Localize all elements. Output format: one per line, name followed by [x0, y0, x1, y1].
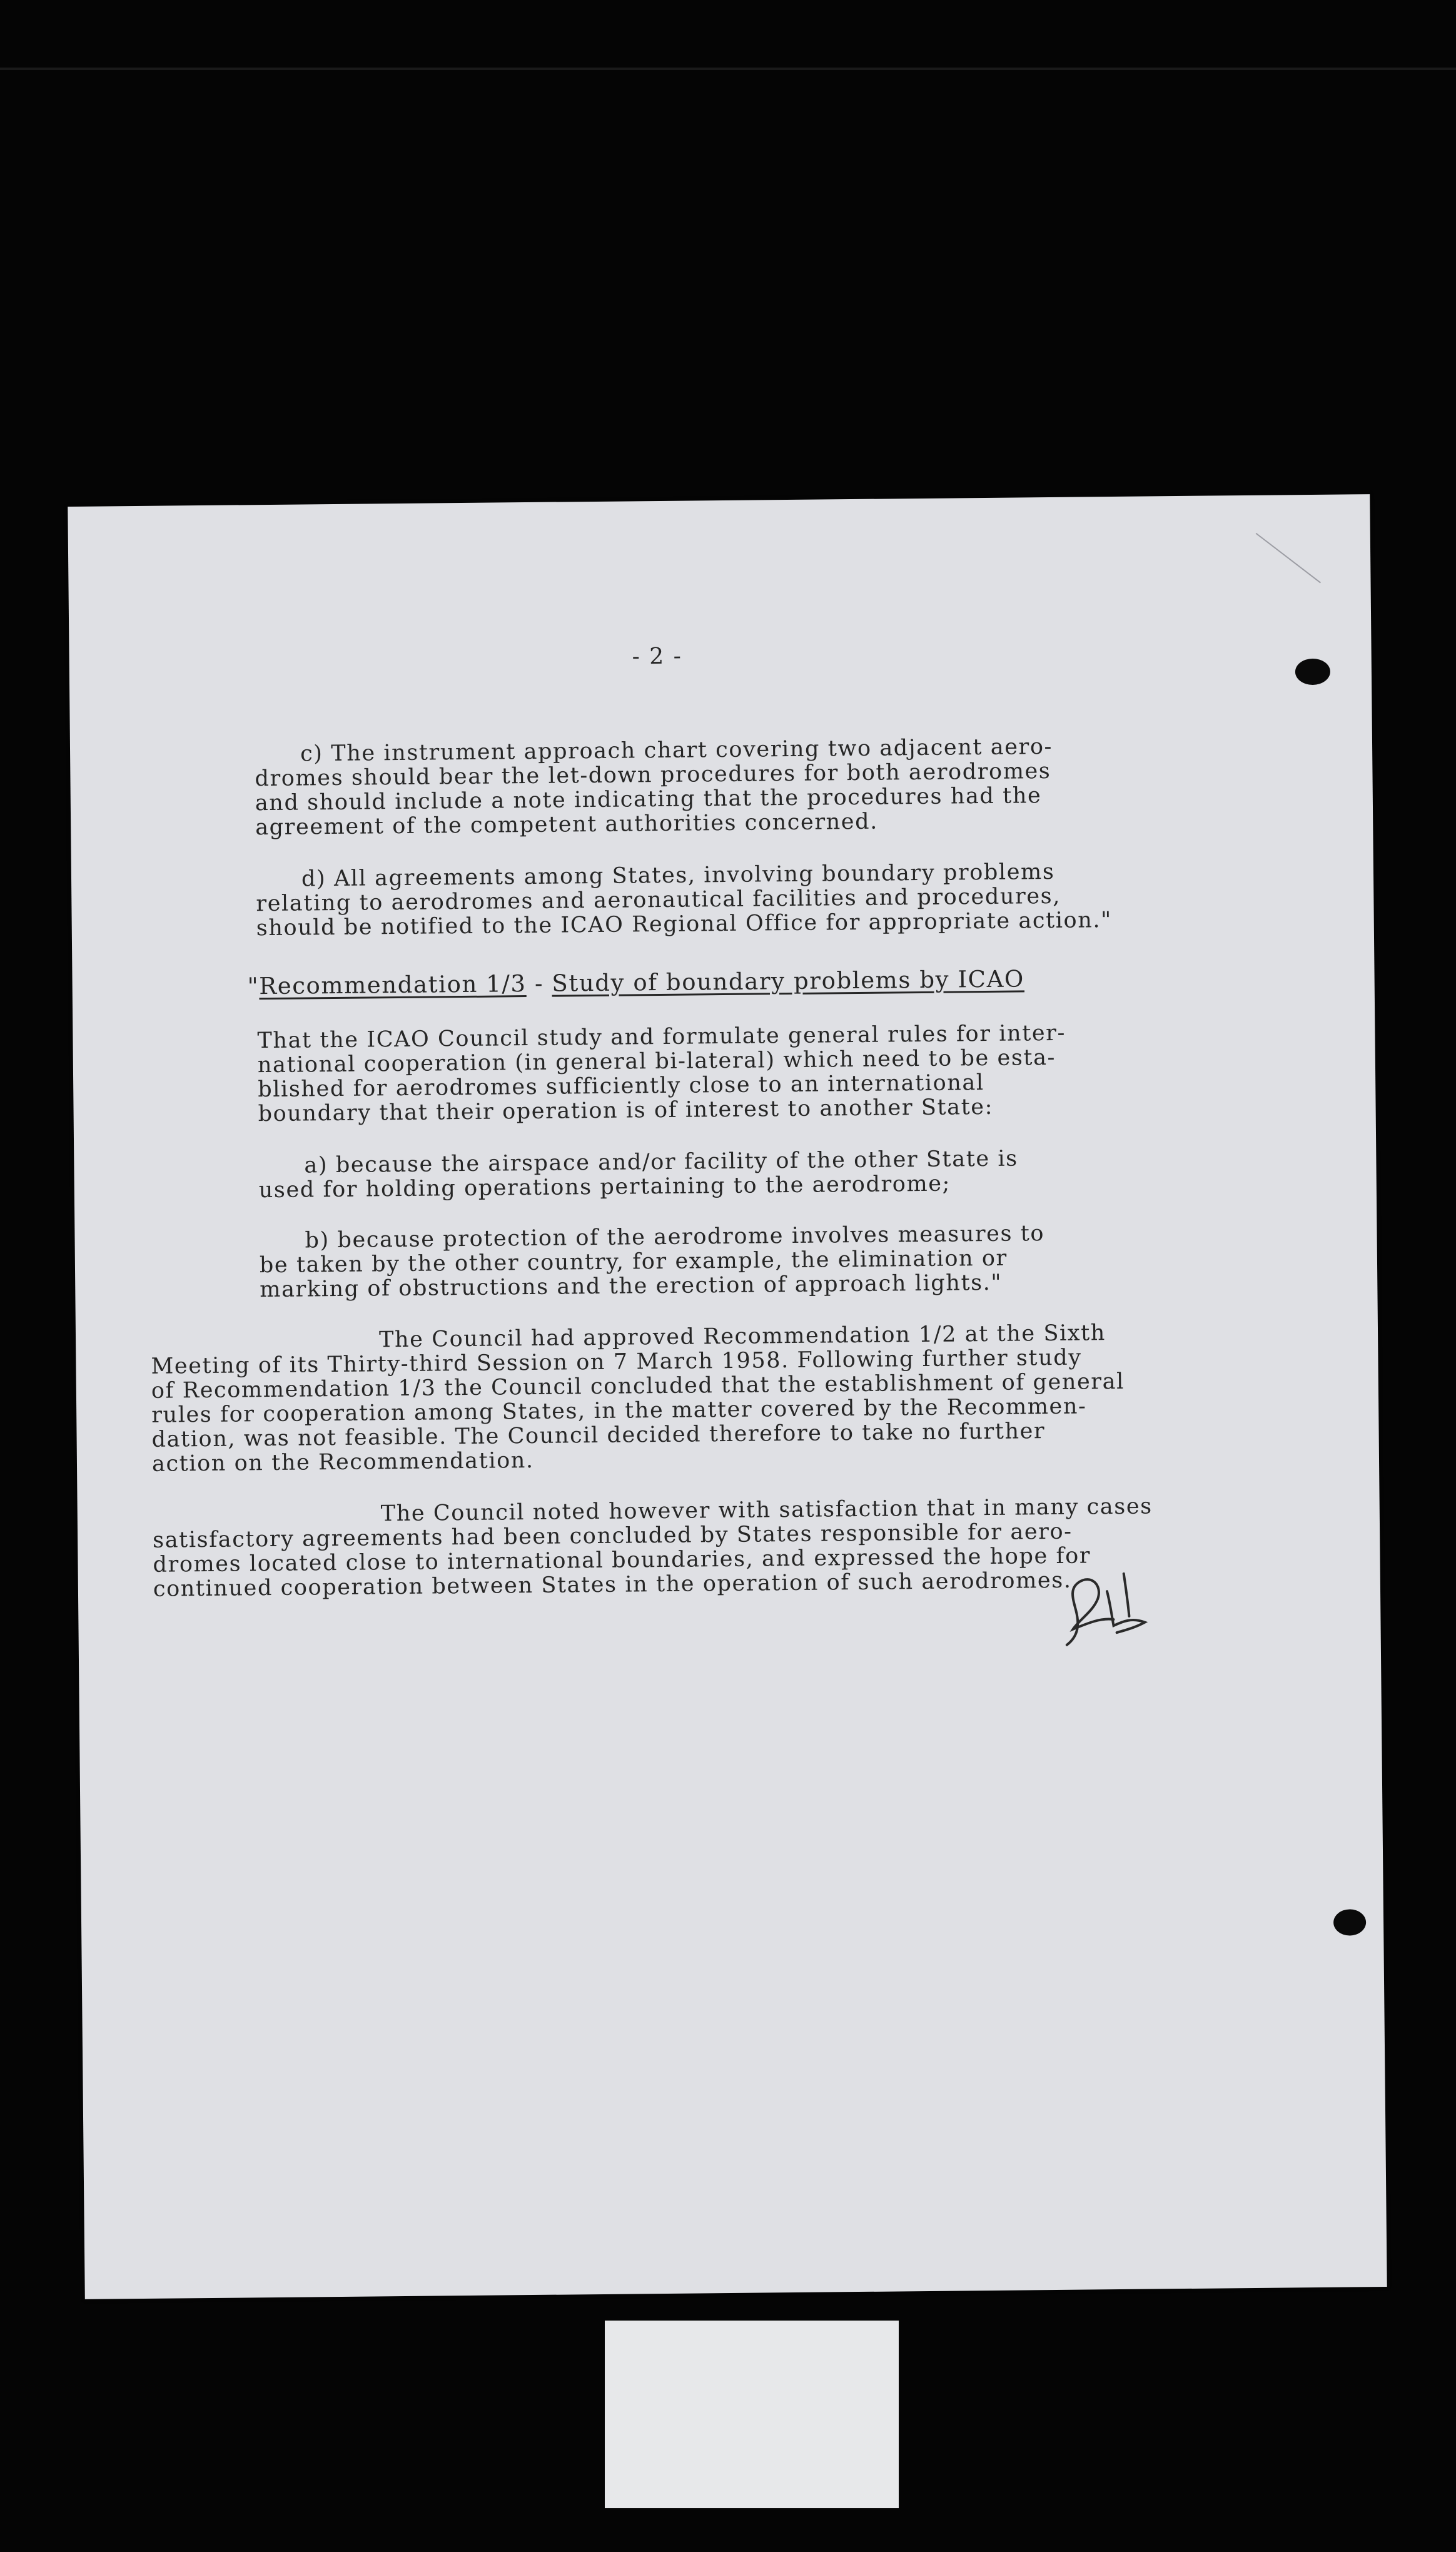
text-line: The Council noted however with satisfaction that in many cases	[380, 1494, 1153, 1527]
handwritten-initials	[1054, 1559, 1161, 1654]
text-line: dromes located close to international boundaries, and expressed the hope for	[153, 1543, 1091, 1577]
text-line: satisfactory agreements had been concluded by States responsible for aero-	[152, 1519, 1073, 1553]
recommendation-label: Recommendation 1/3	[259, 970, 527, 1000]
text-line: agreement of the competent authorities concerned.	[255, 809, 879, 841]
text-line: marking of obstructions and the erection of approach lights."	[260, 1270, 1003, 1303]
text-line: dation, was not feasible. The Council decided therefore to take no further	[151, 1419, 1046, 1452]
text-line: a) because the airspace and/or facility of the other State is	[304, 1146, 1018, 1178]
open-quote: "	[247, 973, 260, 1000]
text-line: used for holding operations pertaining to the aerodrome;	[258, 1171, 951, 1203]
text-line: continued cooperation between States in the operation of such aerodromes.	[153, 1567, 1072, 1602]
text-line: That the ICAO Council study and formulate general rules for inter-	[257, 1020, 1066, 1054]
page-number: - 2 -	[632, 643, 682, 670]
punch-hole-top	[1295, 659, 1330, 686]
text-line: be taken by the other country, for example, the elimination or	[259, 1245, 1008, 1279]
text-line: boundary that their operation is of interest to another State:	[258, 1094, 994, 1127]
heading-dash: -	[526, 970, 552, 998]
film-edge	[0, 68, 1456, 70]
film-tab	[605, 2321, 899, 2508]
text-line: of Recommendation 1/3 the Council concluded that the establishment of general	[151, 1369, 1125, 1404]
recommendation-heading	[247, 965, 1024, 1000]
text-line: rules for cooperation among States, in the matter covered by the Recommen-	[151, 1394, 1087, 1428]
page-crease	[1256, 533, 1321, 584]
text-line: d) All agreements among States, involving boundary problems	[301, 859, 1055, 892]
text-line: dromes should bear the let-down procedures for both aerodromes	[255, 758, 1051, 792]
text-line: c) The instrument approach chart covering two adjacent aero-	[300, 734, 1053, 767]
text-line: action on the Recommendation.	[151, 1447, 534, 1477]
text-line: The Council had approved Recommendation 1/2 at the Sixth	[378, 1320, 1106, 1353]
paragraph-c	[68, 494, 1370, 841]
text-line: relating to aerodromes and aeronautical facilities and procedures,	[256, 883, 1061, 917]
text-line: Meeting of its Thirty-third Session on 7 March 1958. Following further study	[151, 1345, 1082, 1379]
show-through-text	[669, 576, 675, 601]
text-line: b) because protection of the aerodrome involves measures to	[305, 1221, 1045, 1253]
text-line: should be notified to the ICAO Regional Office for appropriate action."	[256, 908, 1113, 941]
text-line: blished for aerodromes sufficiently close to an international	[258, 1070, 984, 1103]
recommendation-title: Study of boundary problems by ICAO	[552, 965, 1025, 997]
document-page	[68, 494, 1387, 2299]
text-line: national cooperation (in general bi-lateral) which need to be esta-	[257, 1045, 1056, 1078]
punch-hole-bottom	[1333, 1909, 1366, 1935]
text-line: and should include a note indicating that the procedures had the	[255, 783, 1042, 816]
